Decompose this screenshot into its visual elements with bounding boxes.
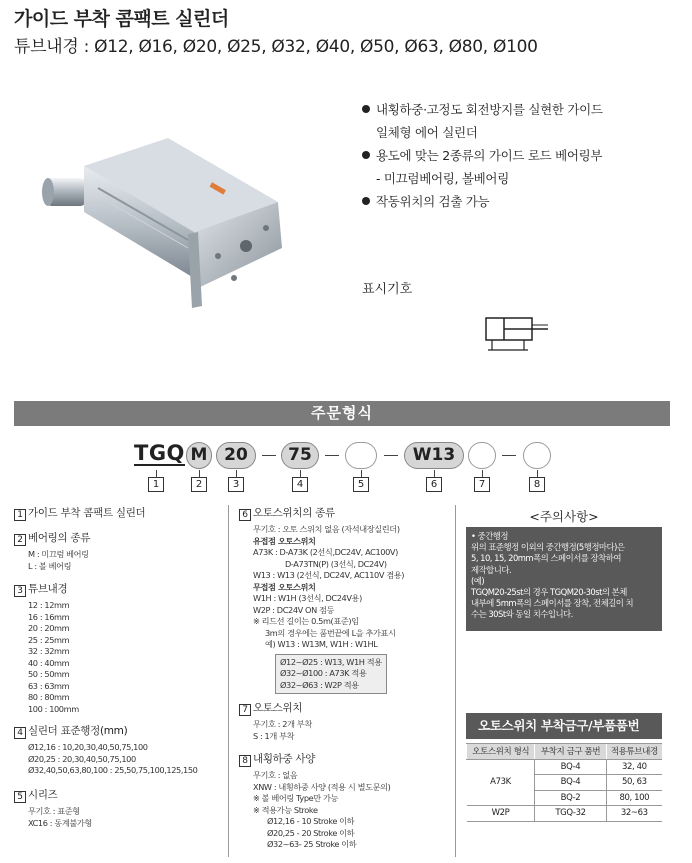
list-item: 무기호 : 표준형 (28, 806, 80, 816)
section-number: 2 (14, 534, 26, 546)
switch-line: D-A73TN(P) (3선식, DC24V) (285, 558, 387, 569)
list-item: 무기호 : 없음 (253, 770, 298, 780)
code-number: 2 (191, 477, 207, 492)
list-note: ※ 적용가능 Stroke (253, 804, 318, 815)
note-line: 위의 표준행정 이외의 중간행정(5행정마다)은 (471, 542, 625, 553)
code-field-lateral-load (523, 442, 551, 469)
section-number: 3 (14, 585, 26, 597)
feature-item: 용도에 맞는 2종류의 가이드 로드 베어링부 (362, 144, 662, 167)
code-field-bore: 20 (216, 442, 256, 469)
table-cell-bore: 32~63 (606, 806, 662, 822)
list-item: 16 : 16mm (28, 611, 70, 622)
section-4 (14, 724, 226, 777)
section-1 (14, 506, 224, 524)
switch-line: W1H : W1H (3선식, DC24V용) (253, 593, 362, 603)
column-divider (228, 505, 229, 857)
switch-group-heading: 무접점 오토스위치 (253, 581, 316, 592)
list-item: 63 : 63mm (28, 680, 70, 691)
list-item: 12 : 12mm (28, 600, 70, 610)
feature-item: 작동위치의 검출 가능 (362, 190, 662, 213)
table-header: 오토스위치 형식 (467, 744, 535, 760)
list-item: XC16 : 동계불가형 (28, 817, 92, 828)
section-number: 8 (239, 755, 251, 767)
column-divider (455, 505, 456, 857)
switch-note: 예) W13 : W13M, W1H : W1HL (265, 639, 378, 649)
switch-line: W2P : DC24V ON 점등 (253, 604, 335, 615)
code-field-bearing: M (186, 442, 212, 469)
code-connector (361, 470, 362, 477)
code-field-switch-type: W13 (404, 442, 464, 469)
note-line: 제작합니다. (471, 564, 512, 575)
list-note: ※ 볼 베어링 Type만 가능 (253, 793, 339, 803)
list-item: 80 : 80mm (28, 692, 70, 702)
section-title: 오토스위치의 종류 (253, 507, 335, 519)
section-7 (239, 701, 451, 742)
code-number: 8 (529, 477, 545, 492)
table-cell-bore: 32, 40 (606, 759, 662, 775)
code-connector (482, 470, 483, 477)
list-item: 25 : 25mm (28, 634, 70, 645)
notes-title: <주의사항> (529, 509, 599, 524)
table-header: 부착지 금구 품번 (535, 744, 606, 760)
table-row (467, 806, 663, 822)
switch-line: W13 : W13 (2선식, DC24V, AC110V 겸용) (253, 570, 405, 580)
section-5 (14, 788, 224, 829)
code-number: 3 (228, 477, 244, 492)
apply-line: Ø32~Ø63 : W2P 적용 (280, 679, 359, 690)
list-item: 40 : 40mm (28, 657, 70, 668)
section-title: 베어링의 종류 (28, 532, 91, 544)
code-number: 4 (292, 477, 308, 492)
feature-list (362, 98, 662, 213)
code-field-switch-count (468, 442, 496, 469)
list-item: 20 : 20mm (28, 623, 70, 633)
list-item: 50 : 50mm (28, 669, 70, 679)
section-3 (14, 582, 224, 715)
list-item: Ø32,40,50,63,80,100 : 25,50,75,100,125,150 (28, 765, 198, 775)
list-item: Ø12,16 : 10,20,30,40,50,75,100 (28, 742, 148, 752)
list-item: 무기호 : 2개 부착 (253, 719, 312, 729)
note-line: TGQM20-25st의 경우 TGQM20-30st의 본체 (471, 587, 627, 598)
switch-note: ※ 리드선 길이는 0.5m(표준)임 (253, 616, 359, 626)
apply-line: Ø12~Ø25 : W13, W1H 적용 (280, 656, 382, 667)
cylinder-product-image (38, 138, 298, 308)
table-cell-part: BQ-4 (535, 759, 606, 775)
code-dash (262, 455, 276, 456)
section-title: 튜브내경 (28, 583, 68, 595)
code-number: 6 (426, 477, 442, 492)
section-title: 실린더 표준행정(mm) (28, 725, 128, 737)
code-dash (502, 455, 516, 456)
apply-line: Ø32~Ø100 : A73K 적용 (280, 668, 367, 678)
section-number: 7 (239, 704, 251, 716)
code-connector (434, 470, 435, 477)
table-row (467, 759, 663, 775)
table-cell-bore: 80, 100 (606, 790, 662, 806)
code-field-stroke: 75 (281, 442, 319, 469)
list-item: 32 : 32mm (28, 646, 70, 656)
list-item: M : 미끄럼 베어링 (28, 549, 89, 559)
notes-box (466, 527, 662, 631)
switch-note: 3m의 경우에는 품번끝에 L을 추가표시 (265, 627, 396, 638)
order-format-bar: 주문형식 (14, 401, 670, 426)
table-cell-part: BQ-4 (535, 775, 606, 791)
code-dash (384, 455, 398, 456)
section-title: 내횡하중 사양 (253, 753, 316, 765)
list-item: L : 볼 베어링 (28, 560, 72, 571)
note-line: 5, 10, 15, 20mm폭의 스페이서를 장착하여 (471, 553, 621, 564)
table-cell-part: BQ-2 (535, 790, 606, 806)
switch-group-heading: 유접점 오토스위치 (253, 535, 316, 546)
section-number: 5 (14, 791, 26, 803)
code-connector (300, 470, 301, 477)
order-code-prefix: TGQ (134, 441, 185, 465)
switch-apply-box (275, 654, 387, 695)
code-connector (199, 470, 200, 477)
list-item: Ø20,25 : 20,30,40,50,75,100 (28, 753, 136, 764)
section-title: 가이드 부착 콤팩트 실린더 (28, 507, 146, 519)
code-connector (537, 470, 538, 477)
code-number: 1 (148, 477, 164, 492)
table-cell-type: A73K (467, 759, 535, 806)
table-cell-part: TGQ-32 (535, 806, 606, 822)
table-cell-bore: 50, 63 (606, 775, 662, 791)
table-cell-type: W2P (467, 806, 535, 822)
switch-line: A73K : D-A73K (2선식,DC24V, AC100V) (253, 547, 398, 557)
table-header: 적용튜브내경 (606, 744, 662, 760)
switch-line: 무기호 : 오토 스위치 없음 (자석내장실린더) (253, 524, 400, 534)
section-title: 시리즈 (28, 789, 58, 801)
note-line: 수는 30St와 동일 치수입니다. (471, 609, 573, 620)
accessory-table (466, 743, 662, 822)
section-number: 6 (239, 509, 251, 521)
code-number: 7 (474, 477, 490, 492)
list-item: Ø32~63- 25 Stroke 이하 (267, 839, 357, 849)
note-line: (예) (471, 575, 485, 586)
accessory-title-bar: 오토스위치 부착금구/부품품번 (466, 713, 662, 739)
feature-item: 내횡하중·고정도 회전방지를 실현한 가이드 (362, 98, 662, 121)
code-dash (325, 455, 339, 456)
list-item: S : 1개 부착 (253, 730, 295, 741)
cylinder-symbol-icon (478, 310, 558, 356)
page-subtitle: 튜브내경 : Ø12, Ø16, Ø20, Ø25, Ø32, Ø40, Ø50, Ø63, Ø80, Ø100 (14, 37, 538, 57)
feature-item-continued: 일체형 에어 실린더 (376, 125, 478, 140)
page-title: 가이드 부착 콤팩트 실린더 (14, 8, 229, 30)
note-line: 내부에 5mm폭의 스페이서를 장착, 전체길이 치 (471, 598, 634, 609)
code-connector (156, 470, 157, 477)
section-6 (239, 506, 451, 697)
list-item: 100 : 100mm (28, 703, 79, 714)
section-title: 오토스위치 (253, 702, 303, 714)
section-number: 4 (14, 727, 26, 739)
section-number: 1 (14, 509, 26, 521)
list-item: XNW : 내횡하중 사양 (적용 시 별도문의) (253, 781, 391, 792)
list-item: Ø12,16 - 10 Stroke 이하 (267, 816, 355, 826)
section-8 (239, 752, 451, 851)
feature-subitem: - 미끄럼베어링, 볼베어링 (376, 171, 509, 186)
symbol-label: 표시기호 (362, 282, 413, 297)
section-2 (14, 531, 224, 572)
code-field-series (345, 442, 377, 469)
code-connector (236, 470, 237, 477)
list-item: Ø20,25 - 20 Stroke 이하 (267, 827, 355, 838)
code-number: 5 (353, 477, 369, 492)
note-line: • 중간행정 (471, 531, 508, 541)
